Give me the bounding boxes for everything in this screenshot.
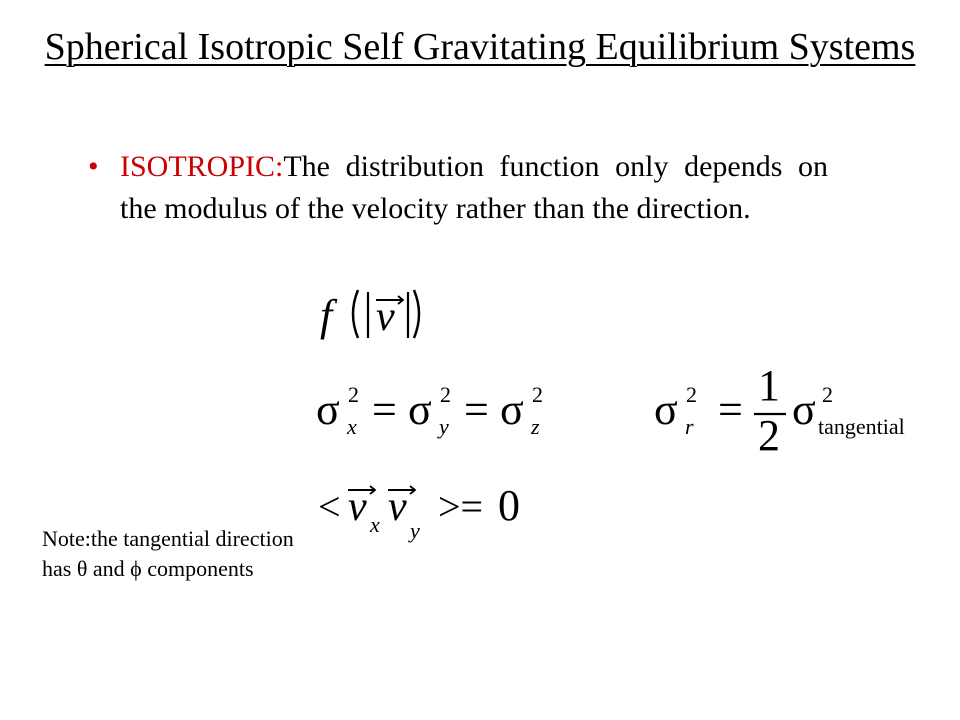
bullet-item <box>88 146 828 230</box>
v-symbol: v <box>376 294 395 340</box>
svg-text:2: 2 <box>822 382 833 407</box>
svg-text:>=: >= <box>438 484 484 529</box>
svg-text:r: r <box>685 414 694 439</box>
equation-cross-term <box>318 474 528 548</box>
svg-text:<: < <box>318 484 341 529</box>
slide-title-text: Spherical Isotropic Self Gravitating Equilibrium Systems <box>44 26 916 68</box>
svg-text:y: y <box>439 414 449 439</box>
svg-text:x: x <box>370 512 380 537</box>
svg-text:y: y <box>410 518 420 543</box>
bullet-keyword: ISOTROPIC: <box>120 150 284 183</box>
svg-text:2: 2 <box>532 382 543 407</box>
note-text: Note:the tangential direction has θ and ϕ components <box>42 526 294 581</box>
sigma-x: σ <box>316 385 340 434</box>
svg-text:x: x <box>347 414 357 439</box>
right-paren <box>414 290 419 338</box>
svg-text:=: = <box>372 385 397 434</box>
svg-text:0: 0 <box>498 481 520 530</box>
sigma-r: σ <box>654 385 678 434</box>
slide-title <box>40 22 920 72</box>
left-paren <box>353 290 358 338</box>
bullet-marker: • <box>88 150 99 183</box>
svg-text:=: = <box>464 385 489 434</box>
sigma-z: σ <box>500 385 524 434</box>
fraction-denominator: 2 <box>758 411 780 458</box>
svg-text:2: 2 <box>440 382 451 407</box>
v-x: v <box>348 484 367 530</box>
equation-sigma-equal <box>316 380 566 440</box>
fraction-numerator: 1 <box>758 361 780 410</box>
sigma-tangential: σ <box>792 385 816 434</box>
svg-text:z: z <box>531 414 540 439</box>
svg-text:2: 2 <box>348 382 359 407</box>
svg-text:tangential: tangential <box>818 414 905 439</box>
bullet-body: The distribution function only depends on the modulus of the velocity rather than the direction. <box>120 150 828 225</box>
equation-f-of-speed <box>318 280 428 346</box>
equation-sigma-radial <box>654 352 950 458</box>
bullet-text <box>120 146 828 230</box>
svg-text:=: = <box>718 385 743 434</box>
sigma-y: σ <box>408 385 432 434</box>
v-y: v <box>388 484 407 530</box>
f-symbol: f <box>320 291 333 340</box>
svg-text:2: 2 <box>686 382 697 407</box>
